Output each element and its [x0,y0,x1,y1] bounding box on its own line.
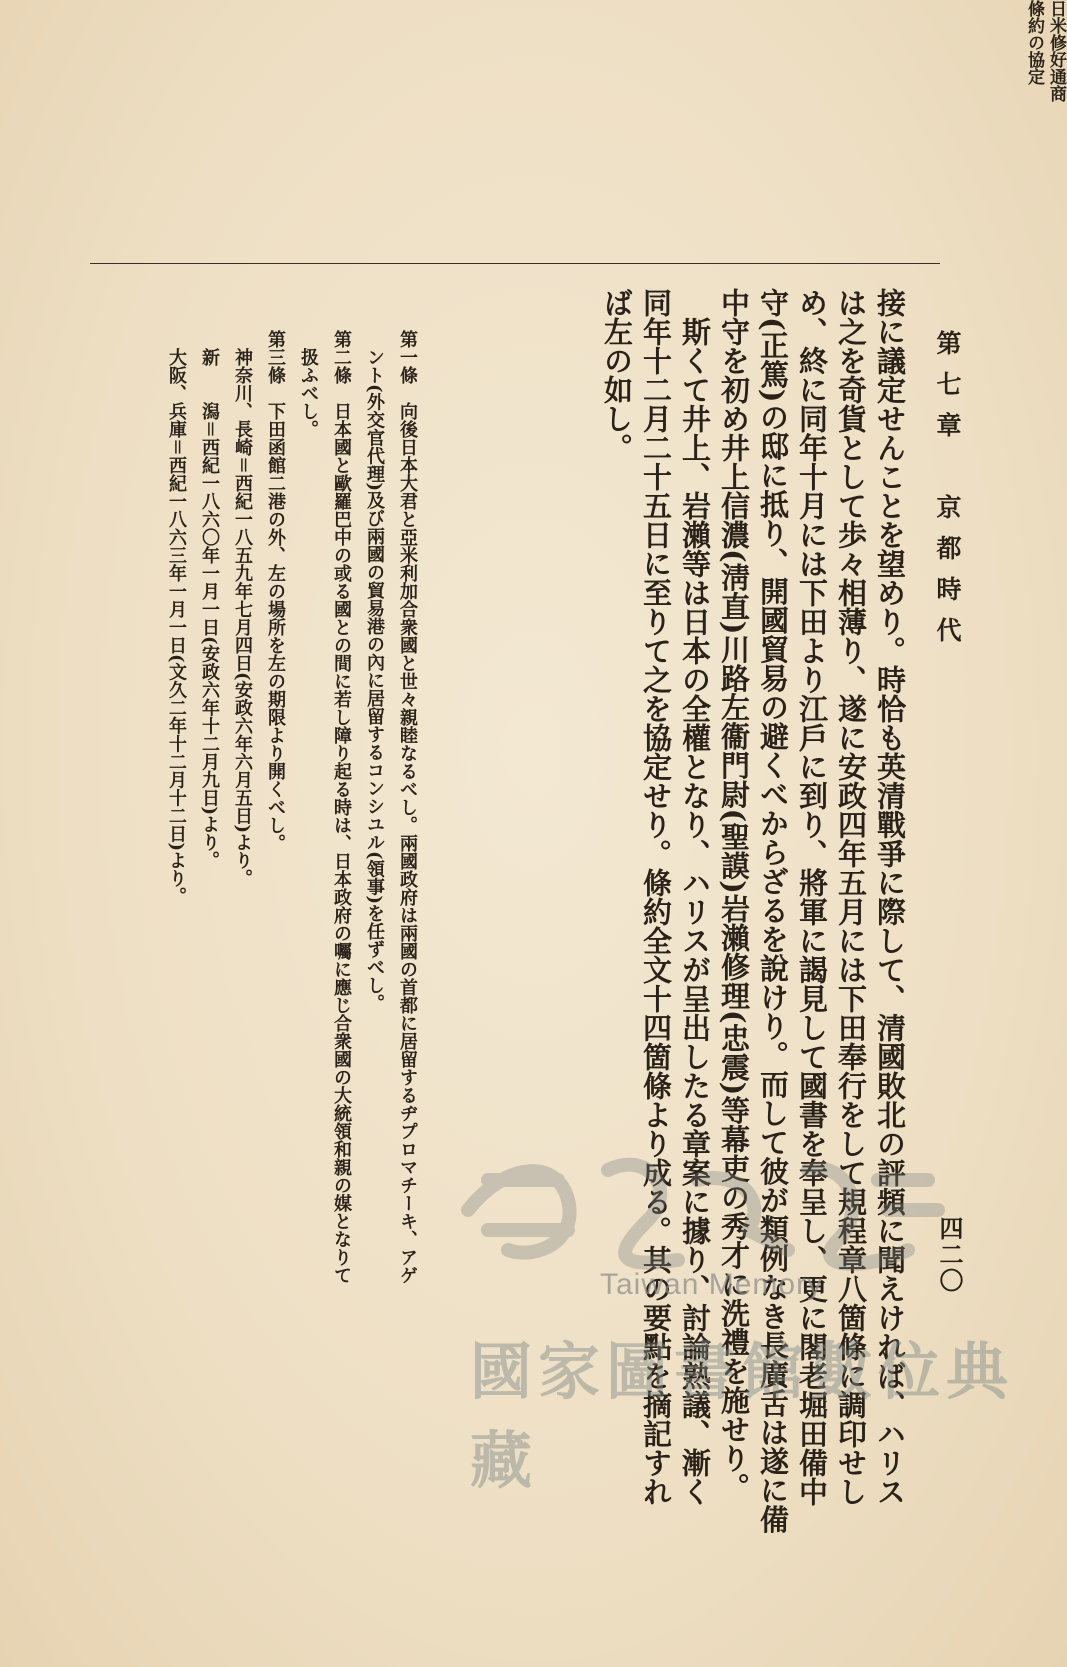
marginal-heading-line: 條約の協定 [1024,0,1044,85]
page-number: 四二〇 [935,1216,964,1294]
watermark-chinese: 國家圖書館數位典藏 [470,1335,1015,1497]
clause-line: 第一條 向後日本大君と亞米利加合衆國と世々親睦なるべし。兩國政府は兩國の首都に居留するヂプロマチーキ、アゲ [397,330,418,1284]
body-line: ば左の如し。 [600,288,634,462]
clause-line: 大阪、兵庫＝西紀一八六三年一月一日(文久二年十二月十二日)より。 [166,330,187,906]
clause-line: 神奈川、長崎＝西紀一八五九年七月四日(安政六年六月五日)より。 [232,330,253,888]
marginal-heading [0,0,1067,150]
clause-line: 第三條 下田函館二港の外、左の場所を左の期限より開くべし。 [265,330,286,852]
chapter-header: 第七章 京都時代 [933,330,962,658]
clause-line: 扱ふべし。 [298,330,319,438]
body-line: 守(正篤)の邸に抵り、開國貿易の避くべからざるを說けり。而して彼が類例なき長廣舌は遂に備 [756,288,790,1534]
body-line: は之を奇貨として歩々相薄り、遂に安政四年五月には下田奉行をして規程章八箇條に調印せし [834,288,868,1506]
section-divider [90,263,940,264]
body-line: め、終に同年十月には下田より江戶に到り、將軍に謁見して國書を奉呈し、更に閣老堀田備中 [795,288,829,1506]
taiwan-memory-logo-icon [448,1140,948,1280]
clause-line: 新 潟＝西紀一八六〇年一月一日(安政六年十二月九日)より。 [199,330,220,870]
treaty-clauses [160,330,424,1580]
body-line: 中守を初め井上信濃(淸直)川路左衞門尉(聖謨)岩瀨修理(忠震)等幕吏の秀才に洗禮を施せり。 [717,288,751,1502]
watermark-english: Taiwan Memory [600,1268,824,1301]
clause-line: 第二條 日本國と歐羅巴中の或る國との間に若し障り起る時は、日本政府の囑に應じ合衆國の大統領和親の媒となりて [331,330,352,1284]
marginal-heading-line: 日米修好通商 [1046,0,1066,102]
clause-line: ント(外交官代理)及び兩國の貿易港の內に居留するコンシユル(領事)を任ずべし。 [364,330,385,1013]
body-line: 同年十二月二十五日に至りて之を協定せり。條約全文十四箇條より成る。其の要點を摘記すれ [639,288,673,1506]
body-line: 接に議定せんことを望めり。時恰も英清戰爭に際して、清國敗北の評頻に聞えければ、ハリス [873,288,907,1506]
body-line: 斯くて井上、岩瀨等は日本の全權となり、ハリスが呈出したる章案に據り、討論熟議、漸く [678,288,712,1506]
